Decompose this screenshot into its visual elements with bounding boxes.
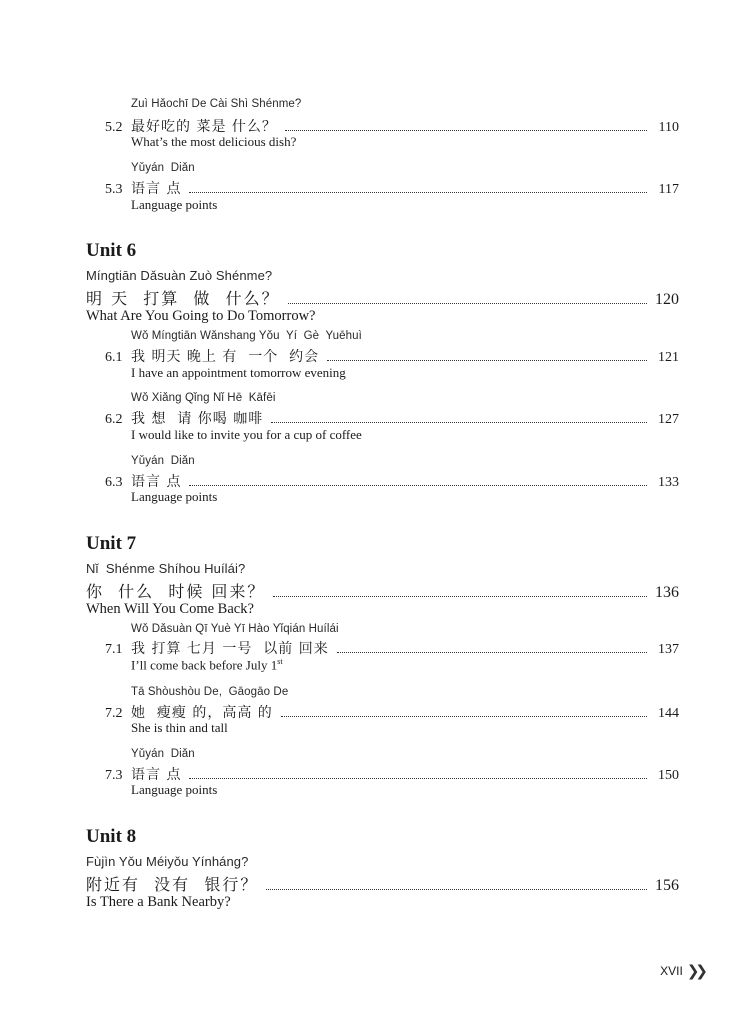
lesson-chinese-title: 我 想 请 你喝 咖啡 [131,411,264,427]
lesson-number: 6.1 [105,350,123,365]
page-number: 137 [658,642,679,657]
lesson-number: 6.2 [105,412,123,427]
lesson-chinese-title: 语言 点 [131,474,182,490]
lesson-title-row [105,638,679,658]
unit-title-row [86,872,679,895]
dot-leader [281,715,647,717]
page-number: 127 [658,412,679,427]
unit-heading: Unit 6 [86,240,137,261]
dot-leader [271,421,647,423]
unit-heading: Unit 7 [86,533,137,554]
dot-leader [266,888,647,890]
unit-title-row [86,286,679,309]
lesson-number: 5.2 [105,120,123,135]
lesson-chinese-title: 她 瘦瘦 的，高高 的 [131,705,273,721]
lesson-english-title: I would like to invite you for a cup of coffee [131,427,362,442]
lesson-pinyin: Zuì Hǎochī De Cài Shì Shénme? [131,98,302,110]
page-number: 133 [658,475,679,490]
lesson-english-title [131,657,283,673]
lesson-pinyin: Wǒ Míngtiān Wǎnshang Yǒu Yí Gè Yuēhuì [131,330,362,342]
page-number: 150 [658,768,679,783]
lesson-title-row [105,764,679,784]
page-number: 117 [658,182,679,197]
lesson-number: 6.3 [105,475,123,490]
page-number: 156 [655,877,679,894]
lesson-title-row [105,116,679,136]
lesson-number: 5.3 [105,182,123,197]
unit-heading: Unit 8 [86,826,137,847]
lesson-pinyin: Yǔyán Diǎn [131,455,195,467]
lesson-english-title: She is thin and tall [131,720,228,735]
dot-leader [189,191,647,193]
dot-leader [285,129,647,131]
lesson-number: 7.2 [105,706,123,721]
unit-pinyin: Nǐ Shénme Shíhou Huílái? [86,561,246,576]
lesson-pinyin: Yǔyán Diǎn [131,162,195,174]
lesson-title-row [105,346,679,366]
lesson-english-title: What’s the most delicious dish? [131,134,297,149]
page-number: 144 [658,706,679,721]
unit-english-title: Is There a Bank Nearby? [86,894,231,910]
lesson-english-title: Language points [131,197,218,212]
unit-title-row [86,579,679,602]
lesson-english-title: I have an appointment tomorrow evening [131,365,346,380]
lesson-chinese-title: 语言 点 [131,181,182,197]
dot-leader [189,777,647,779]
unit-english-title: What Are You Going to Do Tomorrow? [86,308,316,324]
lesson-english-title: Language points [131,489,218,504]
unit-pinyin: Fùjìn Yǒu Méiyǒu Yínháng? [86,854,249,869]
unit-english-title: When Will You Come Back? [86,601,254,617]
page-number: 136 [655,584,679,601]
lesson-pinyin: Tā Shòushòu De, Gāogāo De [131,686,289,698]
lesson-chinese-title: 最好吃的 菜是 什么？ [131,119,277,135]
lesson-number: 7.1 [105,642,123,657]
page-number: 121 [658,350,679,365]
lesson-english-title: Language points [131,782,218,797]
unit-pinyin: Míngtiān Dǎsuàn Zuò Shénme? [86,268,273,283]
dot-leader [288,302,647,304]
lesson-chinese-title: 我 打算 七月 一号 以前 回来 [131,641,329,657]
dot-leader [327,359,647,361]
page-number: 110 [658,120,679,135]
lesson-title-row [105,178,679,198]
dot-leader [273,595,647,597]
page-folio [660,962,704,980]
lesson-title-row [105,702,679,722]
double-chevron-right-icon: ❯❯ [686,963,704,980]
lesson-pinyin: Yǔyán Diǎn [131,748,195,760]
lesson-pinyin: Wǒ Xiǎng Qǐng Nǐ Hē Kāfēi [131,392,276,404]
ordinal-suffix: st [277,657,283,666]
dot-leader [337,651,647,653]
lesson-english-title-text: I’ll come back before July 1 [131,657,278,673]
folio-number: XVII [660,964,683,978]
unit-chinese-title: 附近有 没有 银行？ [86,875,259,894]
lesson-number: 7.3 [105,768,123,783]
page-number: 120 [655,291,679,308]
lesson-chinese-title: 语言 点 [131,767,182,783]
unit-chinese-title: 明 天 打算 做 什么？ [86,289,280,308]
lesson-title-row [105,408,679,428]
lesson-chinese-title: 我 明天 晚上 有 一个 约会 [131,349,320,365]
unit-chinese-title: 你 什么 时候 回来？ [86,582,266,601]
lesson-pinyin: Wǒ Dǎsuàn Qī Yuè Yī Hào Yǐqián Huílái [131,623,339,635]
dot-leader [189,484,647,486]
lesson-title-row [105,471,679,491]
